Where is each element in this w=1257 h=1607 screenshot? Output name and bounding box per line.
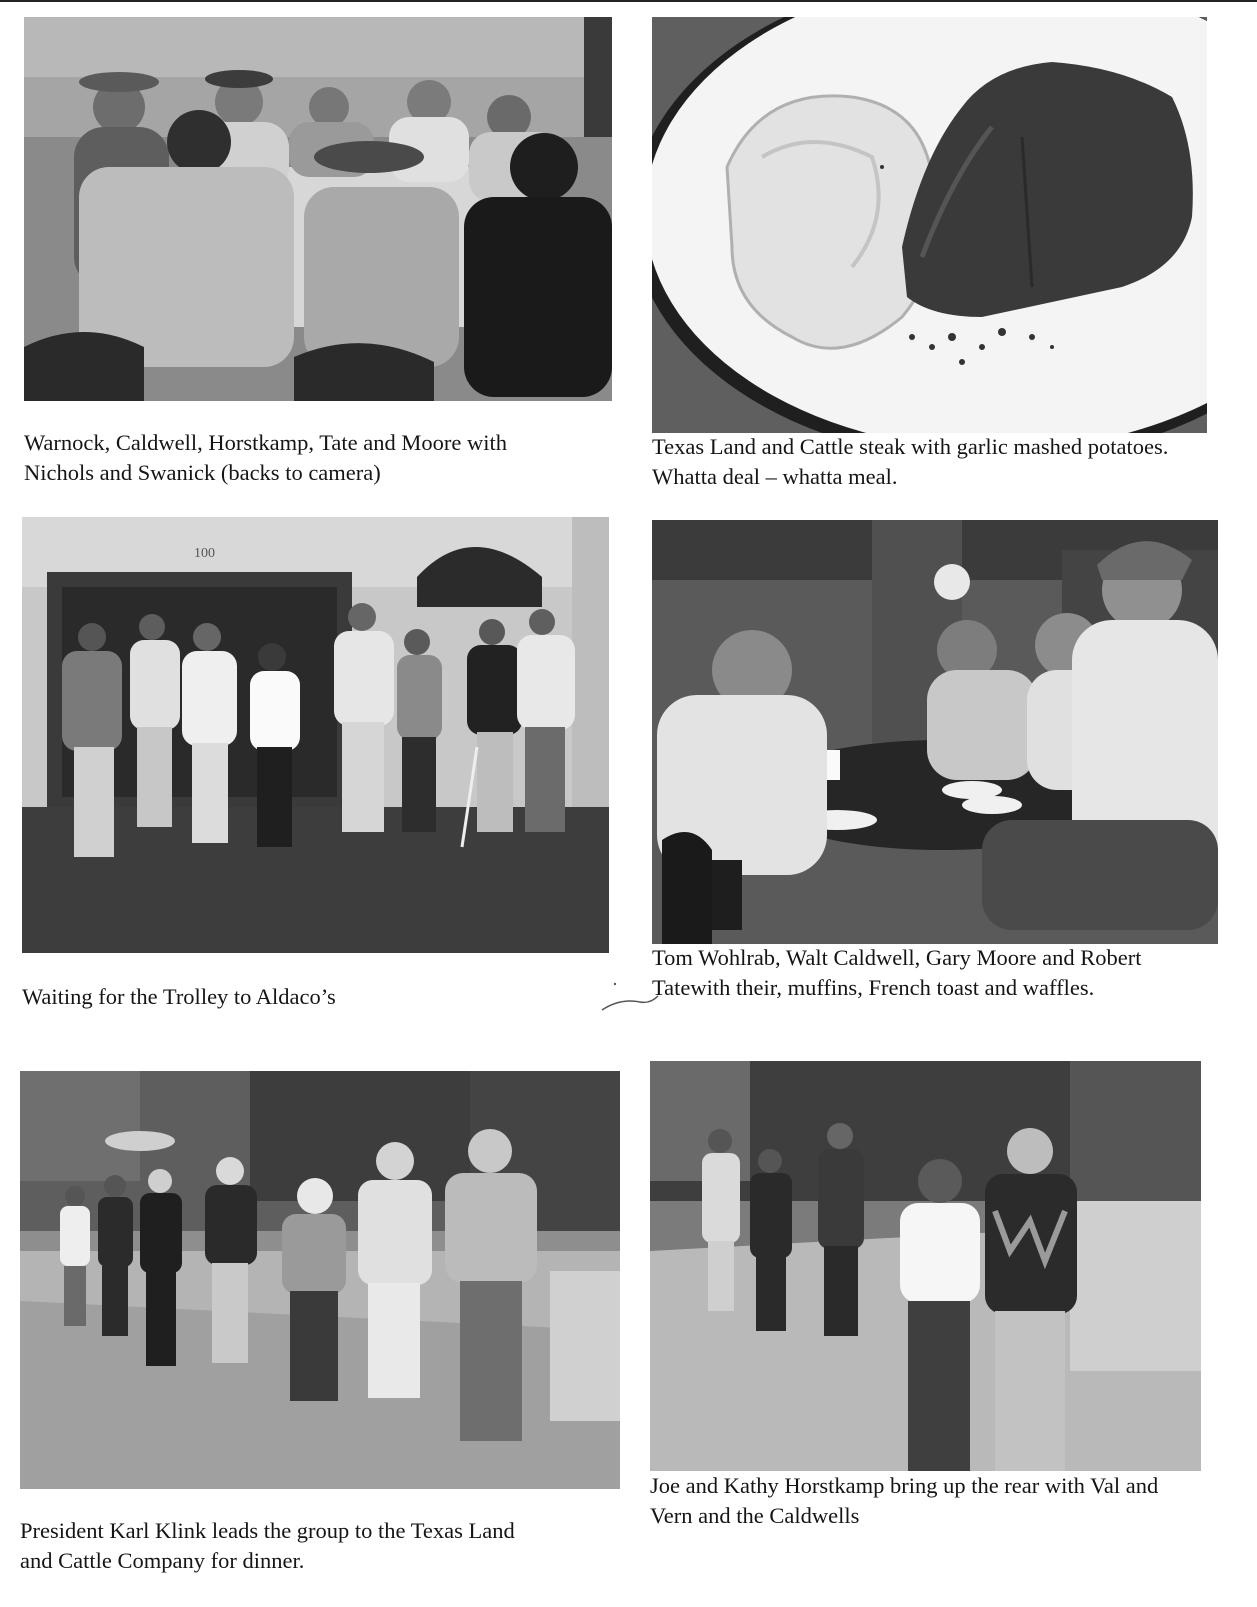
caption-trolley: Waiting for the Trolley to Aldaco’s [22,984,336,1009]
caption-banquet-line2: Nichols and Swanick (backs to camera) [24,460,381,485]
building-number: 100 [194,546,215,561]
caption-breakfast-line1: Tom Wohlrab, Walt Caldwell, Gary Moore and Robert [652,945,1142,970]
caption-rear-line2: Vern and the Caldwells [650,1503,860,1528]
pen-mark [600,980,660,1020]
photo-rear-group [650,1061,1201,1471]
banquet-photo-art [24,17,612,401]
trolley-photo-art [22,517,609,953]
caption-walking-line1: President Karl Klink leads the group to the Texas Land [20,1518,515,1543]
photo-breakfast-table [652,520,1218,944]
caption-breakfast-line2: Tatewith their, muffins, French toast and waffles. [652,975,1095,1000]
caption-banquet-line1: Warnock, Caldwell, Horstkamp, Tate and Moore with [24,430,507,455]
photo-walking-group [20,1071,620,1489]
caption-steak-line1: Texas Land and Cattle steak with garlic mashed potatoes. [652,434,1169,459]
caption-steak-line2: Whatta deal – whatta meal. [652,464,898,489]
walking-photo-art [20,1071,620,1489]
rear-group-photo-art [650,1061,1201,1471]
photo-steak-plate [652,17,1207,433]
photo-waiting-trolley [22,517,609,953]
caption-rear-line1: Joe and Kathy Horstkamp bring up the rear with Val and [650,1473,1159,1498]
photo-banquet-table [24,17,612,401]
breakfast-photo-art [652,520,1218,944]
caption-walking-line2: and Cattle Company for dinner. [20,1548,305,1573]
steak-photo-art [652,17,1207,433]
